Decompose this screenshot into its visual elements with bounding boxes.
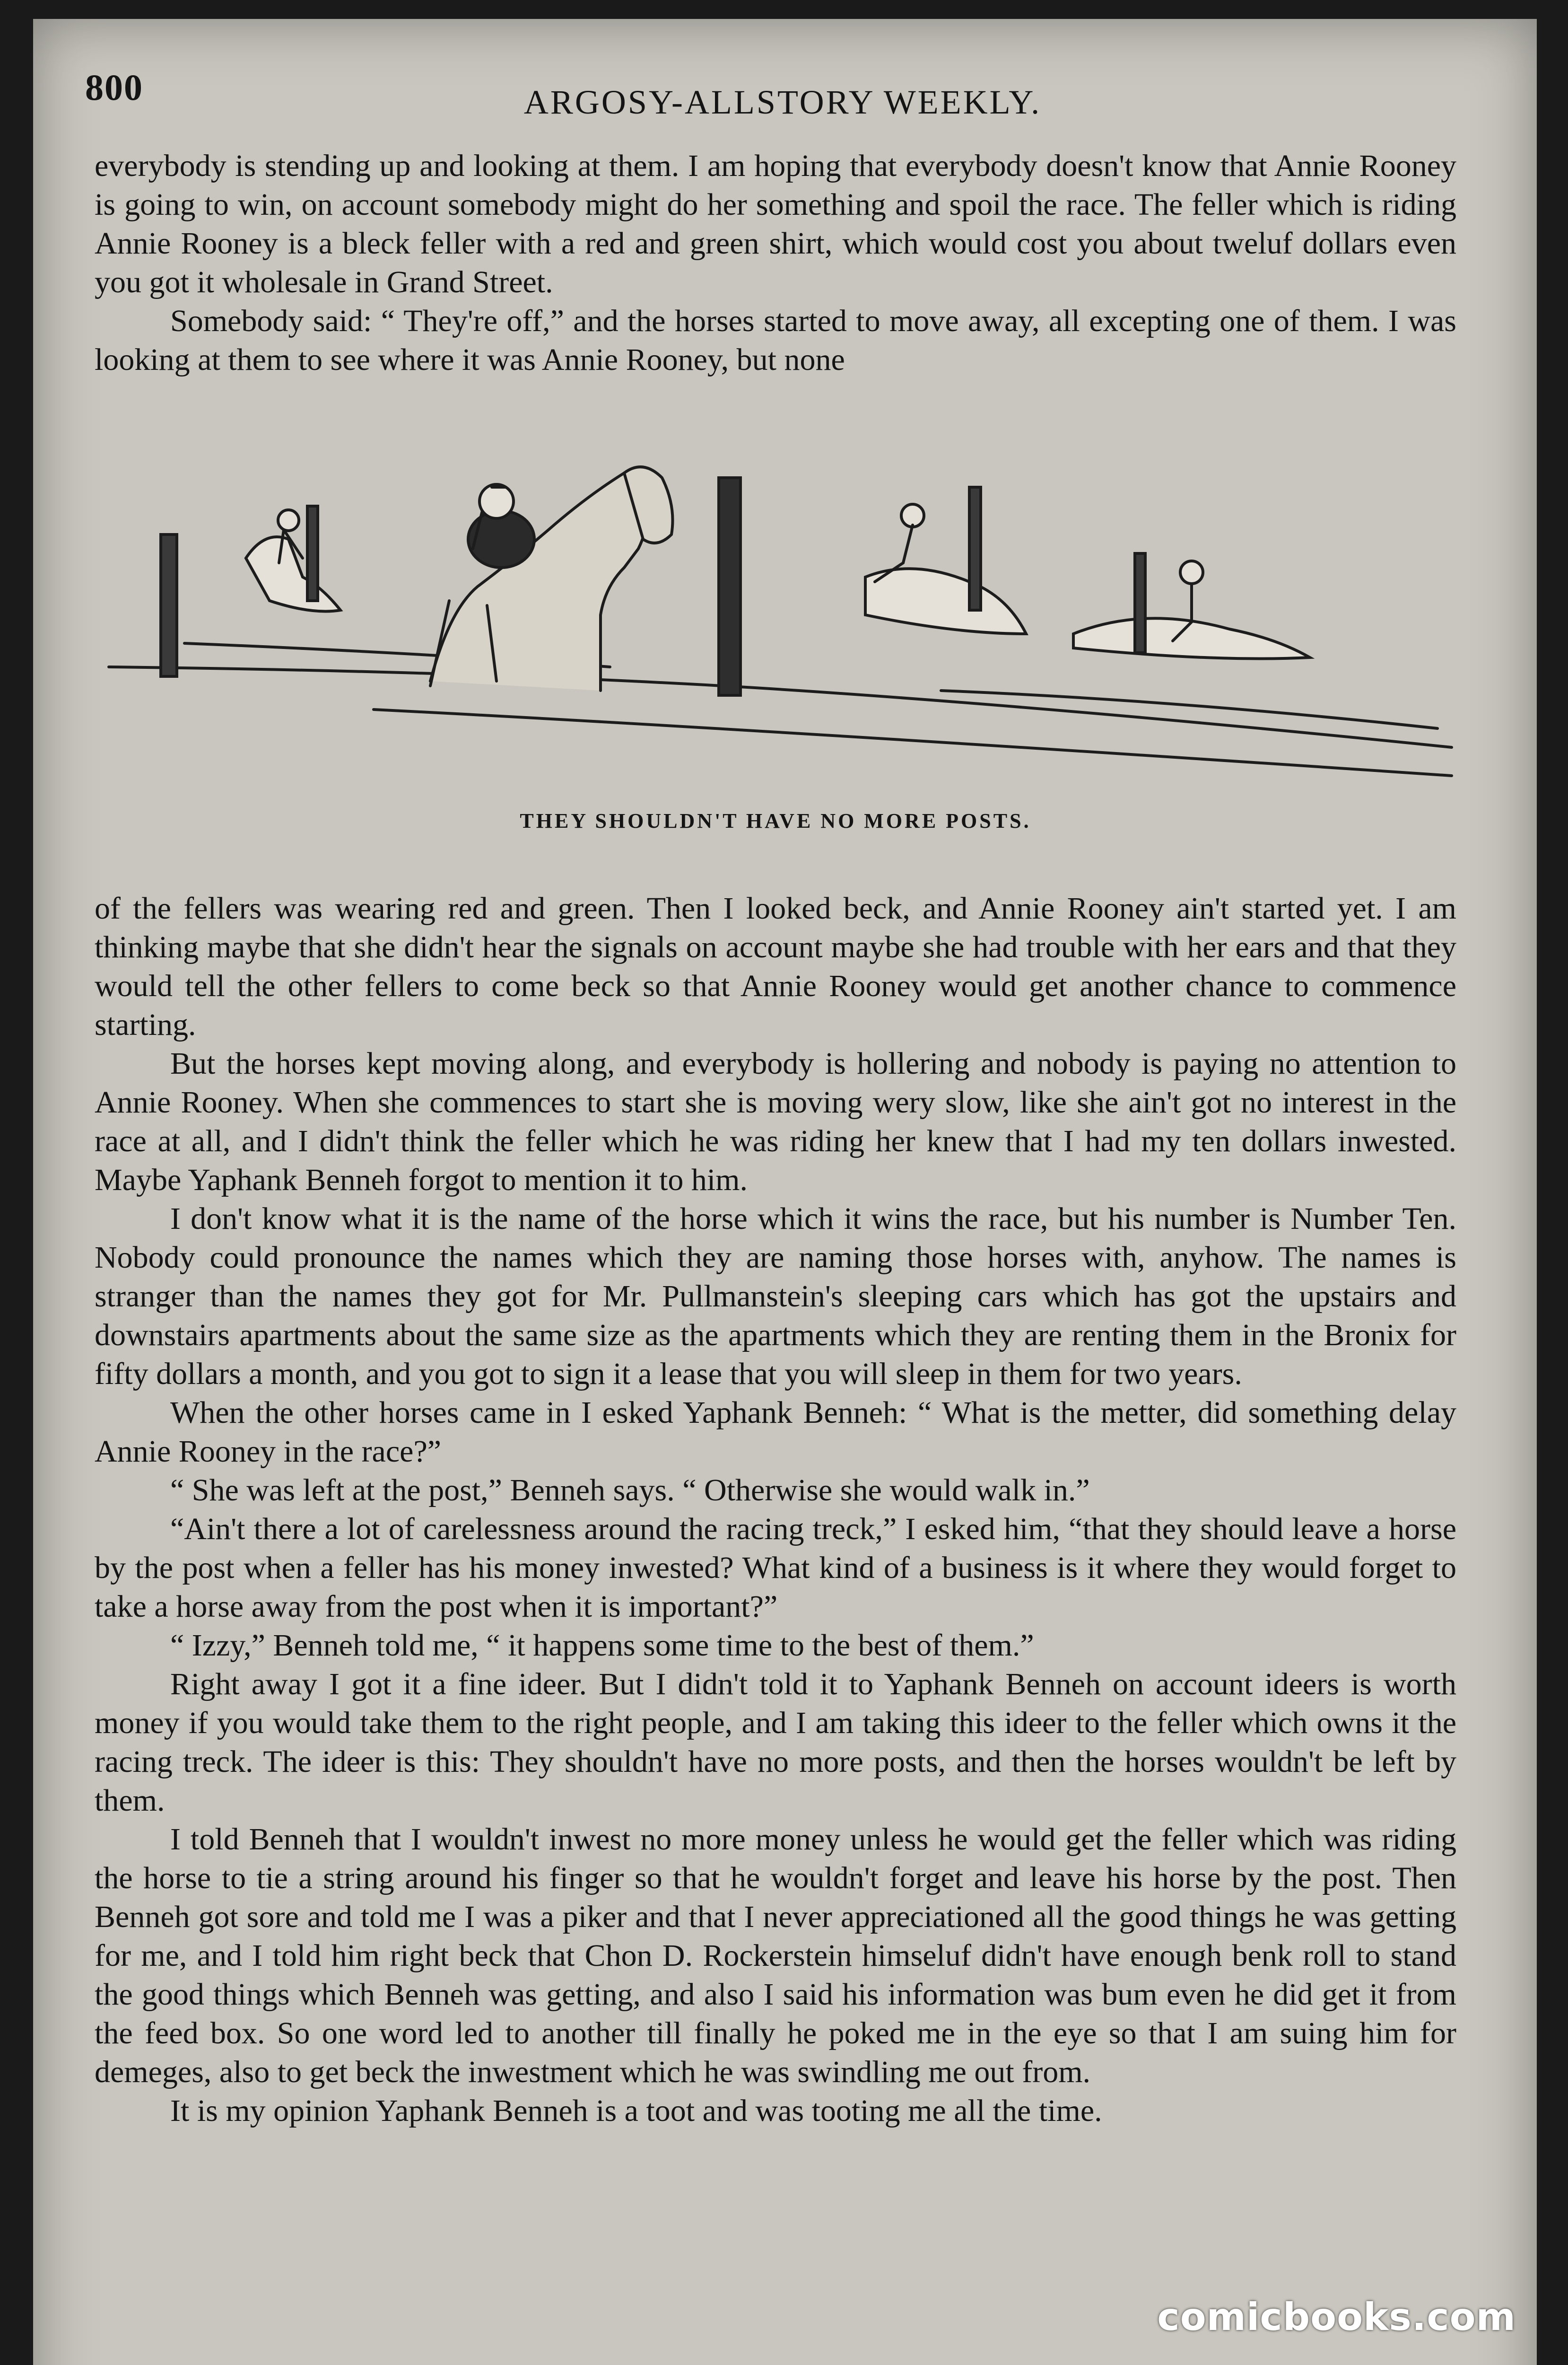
site-watermark: comicbooks.com — [1157, 2295, 1516, 2339]
paragraph: “Ain't there a lot of carelessness around the racing treck,” I esked him, “that they should leave a horse by the post when a feller has his money inwested? What kind of a business is it where they would forget to take a horse away from the post when it is important?” — [95, 1512, 1456, 1624]
illustration-caption: THEY SHOULDN'T HAVE NO MORE POSTS. — [520, 809, 1031, 832]
running-head: ARGOSY-ALLSTORY WEEKLY. — [523, 83, 1042, 121]
magazine-page — [33, 19, 1537, 2365]
paragraph: I don't know what it is the name of the horse which it wins the race, but his number is Number Ten. Nobody could pronounce the names which they are naming those horses with, anyhow. The names is stranger than the names they got for Mr. Pullmanstein's sleeping cars which has got the upstairs and downstairs apartments about the same size as the apartments which they are renting them in the Bronix for fifty dollars a month, and you got to sign it a lease that you will sleep in them for two years. — [95, 1201, 1456, 1391]
paragraph: I told Benneh that I wouldn't inwest no more money unless he would get the feller which was riding the horse to tie a string around his finger so that he wouldn't forget and leave his horse by the post. Then Benneh got sore and told me I was a piker and that I never appreciationed all the good things he was getting for me, and I told him right beck that Chon D. Rockerstein himseluf didn't have enough benk roll to stand the good things which Benneh was getting, and also I said his information was bum even he did get it from the feed box. So one word led to another till finally he poked me in the eye so that I am suing him for demeges, also to get beck the inwestment which he was swindling me out from. — [95, 1822, 1456, 2089]
paragraph: It is my opinion Yaphank Benneh is a toot and was tooting me all the time. — [170, 2093, 1102, 2128]
paragraph: everybody is stending up and looking at them. I am hoping that everybody doesn't know that Annie Rooney is going to win, on account somebody might do her something and spoil the race. The feller which is riding Annie Rooney is a bleck feller with a red and green shirt, which would cost you about tweluf dollars even you got it wholesale in Grand Street. — [95, 149, 1456, 299]
illustration — [90, 445, 1461, 856]
page-number: 800 — [85, 67, 143, 108]
paragraph: Right away I got it a fine ideer. But I didn't told it to Yaphank Benneh on account ideers is worth money if you would take them to the right people, and I am taking this ideer to the feller which owns it the racing treck. The ideer is this: They shouldn't have no more posts, and then the horses wouldn't be left by them. — [95, 1667, 1456, 1818]
page-header — [85, 52, 1480, 121]
paragraph: But the horses kept moving along, and everybody is hollering and nobody is paying no attention to Annie Rooney. When she commences to start she is moving wery slow, like she ain't got no interest in the race at all, and I didn't think the feller which he was riding her knew that I had my ten dollars inwested. Maybe Yaphank Benneh forgot to mention it to him. — [95, 1046, 1456, 1197]
paragraph: When the other horses came in I esked Yaphank Benneh: “ What is the metter, did something delay Annie Rooney in the race?” — [95, 1395, 1456, 1469]
paragraph: of the fellers was wearing red and green. Then I looked beck, and Annie Rooney ain't started yet. I am thinking maybe that she didn't hear the signals on account maybe she had trouble with her ears and that they would tell the other fellers to come beck so that Annie Rooney would get another chance to commence starting. — [95, 891, 1456, 1042]
story-text-bottom — [95, 889, 1456, 2130]
paragraph: “ She was left at the post,” Benneh says. “ Otherwise she would walk in.” — [170, 1473, 1090, 1507]
horse-race-drawing — [90, 445, 1461, 809]
paragraph: “ Izzy,” Benneh told me, “ it happens some time to the best of them.” — [170, 1628, 1034, 1663]
paragraph: Somebody said: “ They're off,” and the horses started to move away, all excepting one of them. I was looking at them to see where it was Annie Rooney, but none — [95, 304, 1456, 377]
story-text-top — [95, 147, 1456, 379]
